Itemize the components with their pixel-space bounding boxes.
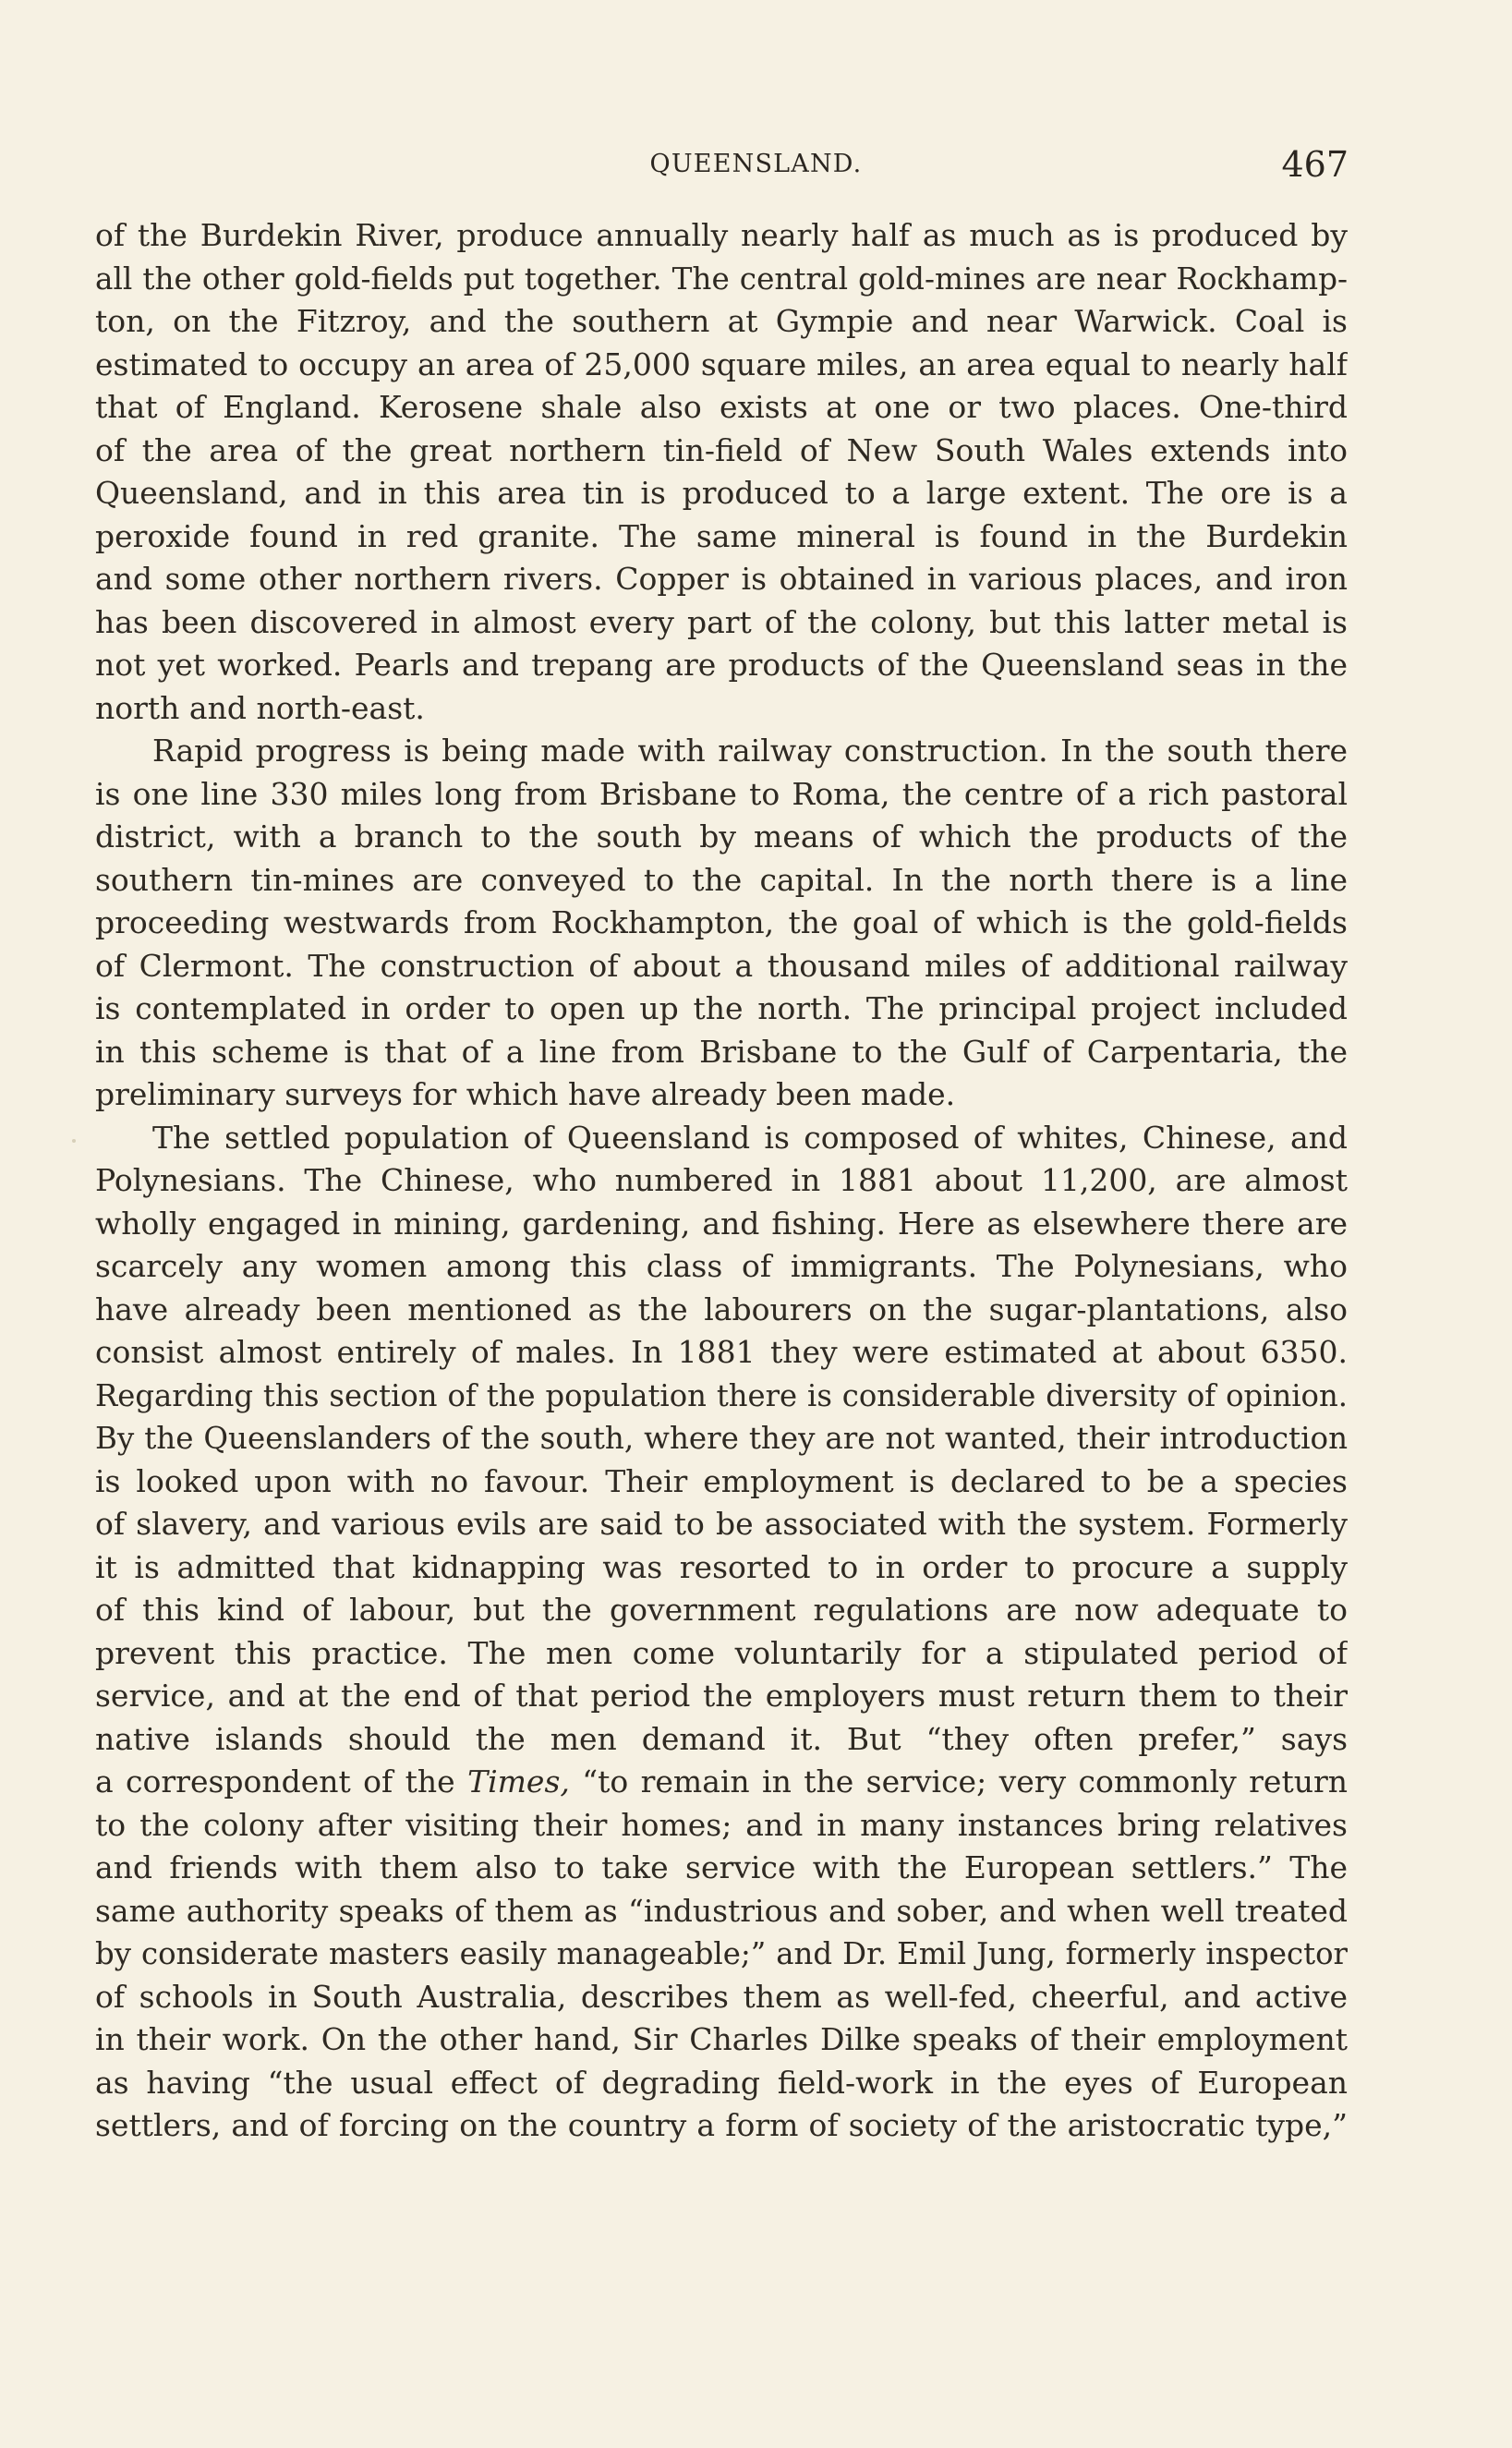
running-head	[0, 144, 1512, 200]
text-line: district, with a branch to the south by means of which the products of the	[95, 818, 1348, 854]
text-line: scarcely any women among this class of immigrants. The Polynesians, who	[95, 1248, 1348, 1284]
text-line: of the Burdekin River, produce annually nearly half as much as is produced by	[95, 217, 1348, 253]
text-line: native islands should the men demand it. But “they often prefer,” says	[95, 1720, 1348, 1757]
text-line: of schools in South Australia, describes them as well-fed, cheerful, and active	[95, 1978, 1348, 2015]
paper-speck	[72, 1139, 76, 1143]
text-line: same authority speaks of them as “industrious and sober, and when well treated	[95, 1892, 1348, 1929]
text-line: is contemplated in order to open up the north. The principal project included	[95, 990, 1348, 1026]
text-line: is looked upon with no favour. Their employment is declared to be a species	[95, 1462, 1348, 1499]
text-line: in this scheme is that of a line from Brisbane to the Gulf of Carpentaria, the	[95, 1033, 1348, 1070]
text-line: Polynesians. The Chinese, who numbered in 1881 about 11,200, are almost	[95, 1162, 1348, 1198]
text-line: is one line 330 miles long from Brisbane to Roma, the centre of a rich pastoral	[95, 775, 1348, 812]
text-line: wholly engaged in mining, gardening, and fishing. Here as elsewhere there are	[95, 1205, 1348, 1242]
text-line: The settled population of Queensland is composed of whites, Chinese, and	[152, 1119, 1348, 1156]
text-line: settlers, and of forcing on the country a form of society of the aristocratic type,”	[95, 2107, 1348, 2143]
text-run: a correspondent of the	[95, 1763, 468, 1800]
text-line: Rapid progress is being made with railway construction. In the south there	[152, 733, 1348, 769]
text-line: Queensland, and in this area tin is produced to a large extent. The ore is a	[95, 475, 1348, 511]
text-line: have already been mentioned as the labourers on the sugar-plantations, also	[95, 1291, 1348, 1327]
text-line	[95, 1761, 1348, 1804]
text-line: of the area of the great northern tin-field of New South Wales extends into	[95, 431, 1348, 468]
page-number: 467	[1281, 144, 1349, 185]
text-line: all the other gold-fields put together. The central gold-mines are near Rockhamp-	[95, 261, 1348, 297]
text-line: not yet worked. Pearls and trepang are products of the Queensland seas in the	[95, 647, 1348, 683]
text-line: preliminary surveys for which have already been made.	[95, 1076, 956, 1112]
text-run: “to remain in the service; very commonly return	[569, 1763, 1348, 1800]
text-line: of this kind of labour, but the government regulations are now adequate to	[95, 1592, 1348, 1628]
text-line: Regarding this section of the population there is considerable diversity of opinion.	[95, 1377, 1348, 1413]
running-title: QUEENSLAND.	[649, 150, 863, 178]
text-line: prevent this practice. The men come voluntarily for a stipulated period of	[95, 1634, 1348, 1671]
text-line: ton, on the Fitzroy, and the southern at Gympie and near Warwick. Coal is	[95, 303, 1348, 339]
text-line: to the colony after visiting their homes; and in many instances bring relatives	[95, 1806, 1348, 1843]
text-line: as having “the usual effect of degrading field-work in the eyes of European	[95, 2064, 1348, 2101]
text-line: has been discovered in almost every part of the colony, but this latter metal is	[95, 603, 1348, 640]
text-line: it is admitted that kidnapping was resorted to in order to procure a supply	[95, 1548, 1348, 1585]
text-line: peroxide found in red granite. The same mineral is found in the Burdekin	[95, 517, 1348, 554]
text-line: By the Queenslanders of the south, where they are not wanted, their introduction	[95, 1421, 1348, 1456]
text-line: and friends with them also to take service with the European settlers.” The	[95, 1849, 1348, 1885]
text-line: and some other northern rivers. Copper is obtained in various places, and iron	[95, 561, 1348, 597]
text-line: southern tin-mines are conveyed to the capital. In the north there is a line	[95, 861, 1348, 898]
text-line: service, and at the end of that period the employers must return them to their	[95, 1678, 1348, 1714]
text-line: north and north-east.	[95, 689, 425, 726]
text-line: of Clermont. The construction of about a thousand miles of additional railway	[95, 947, 1348, 984]
body-text	[95, 214, 1348, 2148]
text-line: consist almost entirely of males. In 1881 they were estimated at about 6350.	[95, 1334, 1348, 1370]
text-line: proceeding westwards from Rockhampton, the goal of which is the gold-fields	[95, 904, 1348, 940]
text-line: by considerate masters easily manageable;” and Dr. Emil Jung, formerly inspector	[95, 1936, 1348, 1971]
text-line: estimated to occupy an area of 25,000 square miles, an area equal to nearly half	[95, 345, 1348, 382]
text-line: that of England. Kerosene shale also exists at one or two places. One-third	[95, 389, 1348, 425]
italic-title: Times,	[467, 1763, 570, 1800]
text-line: of slavery, and various evils are said to be associated with the system. Formerly	[95, 1506, 1348, 1542]
text-line: in their work. On the other hand, Sir Charles Dilke speaks of their employment	[95, 2021, 1348, 2057]
